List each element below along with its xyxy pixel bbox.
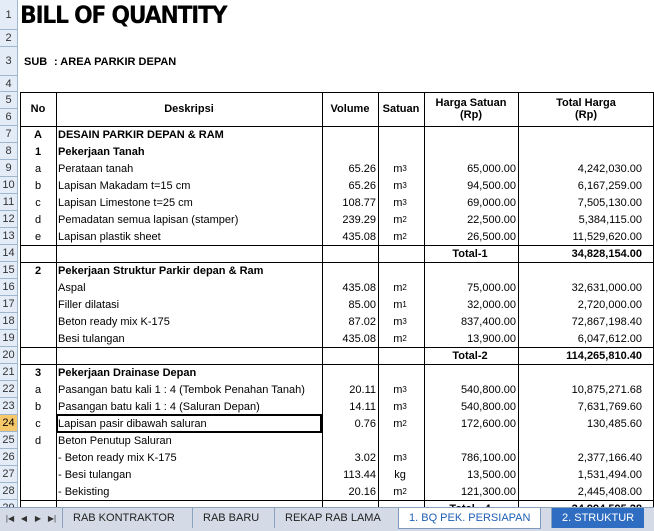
- row-header[interactable]: 21: [0, 364, 18, 381]
- table-row: [0, 245, 654, 262]
- table-row: [0, 76, 654, 92]
- item-code[interactable]: c: [35, 196, 41, 209]
- table-row: [0, 211, 654, 228]
- item-unit[interactable]: kg: [394, 468, 406, 481]
- item-total-price[interactable]: 2,445,408.00: [577, 485, 642, 498]
- item-unit[interactable]: m 3: [393, 400, 407, 413]
- item-description[interactable]: Beton ready mix K-175: [58, 315, 170, 328]
- table-row: [0, 194, 654, 211]
- item-unit[interactable]: m 1: [393, 298, 407, 311]
- item-description[interactable]: Lapisan plastik sheet: [58, 230, 161, 243]
- item-unit[interactable]: m 3: [393, 162, 407, 175]
- total-label[interactable]: Total-1: [452, 247, 488, 260]
- row-header[interactable]: 1: [0, 0, 18, 30]
- tab-rab-baru[interactable]: RAB BARU: [192, 508, 269, 528]
- item-description[interactable]: - Bekisting: [58, 485, 110, 498]
- row-header[interactable]: 11: [0, 194, 18, 211]
- item-volume[interactable]: 113.44: [343, 468, 376, 481]
- item-code[interactable]: [20, 313, 56, 330]
- item-code[interactable]: a: [34, 383, 42, 396]
- col-header-deskripsi: Deskripsi: [164, 103, 214, 115]
- row-header[interactable]: 24: [0, 415, 18, 432]
- grid-line: [20, 500, 654, 501]
- grid-line: [20, 364, 654, 365]
- row-header[interactable]: 19: [0, 330, 18, 347]
- item-code[interactable]: [20, 296, 56, 313]
- item-unit-price[interactable]: 786,100.00: [460, 451, 516, 464]
- item-volume[interactable]: 435.08: [342, 281, 376, 294]
- row-header[interactable]: 17: [0, 296, 18, 313]
- table-row: [0, 313, 654, 330]
- item-unit-price[interactable]: 172,600.00: [460, 417, 516, 430]
- item-volume[interactable]: 239.29: [342, 213, 376, 226]
- row-header[interactable]: 18: [0, 313, 18, 330]
- tab-struktur[interactable]: 2. STRUKTUR: [551, 508, 644, 528]
- item-code[interactable]: [20, 449, 56, 466]
- row-header[interactable]: 12: [0, 211, 18, 228]
- item-volume[interactable]: 14.11: [349, 400, 376, 413]
- table-row: [0, 449, 654, 466]
- row-header[interactable]: 13: [0, 228, 18, 245]
- table-row: [0, 432, 654, 449]
- grid-line: [518, 92, 519, 507]
- item-unit-price[interactable]: 837,400.00: [460, 315, 516, 328]
- grid-line: [20, 347, 654, 348]
- item-unit-price[interactable]: 540,800.00: [460, 383, 516, 396]
- table-row: [0, 466, 654, 483]
- item-total-price[interactable]: 10,875,271.68: [571, 383, 642, 396]
- item-unit-price[interactable]: 13,900.00: [467, 332, 516, 345]
- table-row: [0, 143, 654, 160]
- row-header[interactable]: 27: [0, 466, 18, 483]
- item-code[interactable]: [20, 245, 56, 262]
- table-row: [0, 296, 654, 313]
- table-row: [0, 47, 654, 76]
- item-description[interactable]: Lapisan Makadam t=15 cm: [58, 179, 191, 192]
- table-row: [0, 381, 654, 398]
- table-row: [0, 483, 654, 500]
- item-description[interactable]: [58, 347, 318, 364]
- grid-line: [20, 126, 654, 127]
- item-unit[interactable]: m 3: [393, 196, 407, 209]
- item-description[interactable]: Aspal: [58, 281, 86, 294]
- item-unit-price[interactable]: 121,300.00: [460, 485, 516, 498]
- item-description[interactable]: - Besi tulangan: [58, 468, 132, 481]
- item-unit-price[interactable]: 22,500.00: [467, 213, 516, 226]
- item-description[interactable]: Pekerjaan Drainase Depan: [58, 366, 197, 379]
- row-header[interactable]: 9: [0, 160, 18, 177]
- item-code[interactable]: b: [34, 400, 42, 413]
- grid-line: [20, 245, 654, 246]
- row-header[interactable]: 26: [0, 449, 18, 466]
- item-volume[interactable]: 65.26: [348, 162, 376, 175]
- item-volume[interactable]: 20.11: [349, 383, 376, 396]
- table-row: [0, 279, 654, 296]
- item-total-price[interactable]: 1,531,494.00: [577, 468, 642, 481]
- item-unit[interactable]: m 2: [393, 485, 407, 498]
- item-total-price[interactable]: 4,242,030.00: [577, 162, 642, 175]
- grid-line: [20, 92, 654, 93]
- item-description[interactable]: Beton Penutup Saluran: [58, 434, 172, 447]
- table-row: [0, 262, 654, 279]
- item-total-price[interactable]: 5,384,115.00: [578, 213, 642, 226]
- item-volume[interactable]: 108.77: [342, 196, 376, 209]
- grid-line: [56, 92, 57, 507]
- item-code[interactable]: [20, 466, 56, 483]
- item-description[interactable]: DESAIN PARKIR DEPAN & RAM: [58, 128, 224, 141]
- tab-bq-pek-persiapan[interactable]: 1. BQ PEK. PERSIAPAN: [398, 508, 541, 529]
- table-row: [0, 398, 654, 415]
- item-code[interactable]: [20, 330, 56, 347]
- item-volume[interactable]: 20.16: [348, 485, 376, 498]
- col-header-harga-satuan: Harga Satuan (Rp): [435, 97, 507, 121]
- item-volume[interactable]: 435.08: [342, 230, 376, 243]
- item-total-price[interactable]: 72,867,198.40: [571, 315, 642, 328]
- item-description[interactable]: Perataan tanah: [58, 162, 134, 175]
- row-header[interactable]: 2: [0, 30, 18, 47]
- sub-value[interactable]: : AREA PARKIR DEPAN: [54, 55, 177, 68]
- item-unit[interactable]: m 3: [393, 179, 407, 192]
- total-value[interactable]: 114,265,810.40: [566, 349, 642, 362]
- item-volume[interactable]: 3.02: [354, 451, 376, 464]
- grid-line: [20, 262, 654, 263]
- row-header[interactable]: 14: [0, 245, 18, 262]
- grid-line: [424, 92, 425, 507]
- row-header[interactable]: 4: [0, 76, 18, 92]
- item-description[interactable]: - Beton ready mix K-175: [58, 451, 177, 464]
- item-unit-price[interactable]: 65,000.00: [467, 162, 516, 175]
- row-header[interactable]: 10: [0, 177, 18, 194]
- item-total-price[interactable]: 130,485.60: [586, 417, 642, 430]
- row-header[interactable]: 23: [0, 398, 18, 415]
- total-label[interactable]: Total-2: [452, 349, 488, 362]
- grid-line: [20, 92, 21, 507]
- table-row: [0, 228, 654, 245]
- item-unit-price[interactable]: 540,800.00: [460, 400, 516, 413]
- row-header[interactable]: 5: [0, 92, 18, 109]
- item-unit-price[interactable]: 69,000.00: [467, 196, 516, 209]
- tab-rab-kontraktor[interactable]: RAB KONTRAKTOR: [62, 508, 185, 528]
- item-description[interactable]: Lapisan Limestone t=25 cm: [58, 196, 193, 209]
- item-total-price[interactable]: 32,631,000.00: [571, 281, 642, 294]
- item-volume[interactable]: 435.08: [342, 332, 376, 345]
- item-description[interactable]: Filler dilatasi: [58, 298, 120, 311]
- row-header[interactable]: 20: [0, 347, 18, 364]
- item-description[interactable]: Pasangan batu kali 1 : 4 (Tembok Penahan Tanah): [58, 383, 305, 396]
- page-title: BILL OF QUANTITY: [20, 1, 227, 29]
- item-volume[interactable]: 65.26: [348, 179, 376, 192]
- grid-line: [378, 92, 379, 507]
- item-code[interactable]: c: [35, 417, 41, 430]
- item-description[interactable]: Lapisan pasir dibawah saluran: [58, 417, 207, 430]
- item-code[interactable]: [20, 483, 56, 500]
- item-description[interactable]: Pemadatan semua lapisan (stamper): [58, 213, 239, 226]
- col-header-no: No: [30, 103, 46, 115]
- selected-cell[interactable]: [56, 414, 322, 433]
- item-code[interactable]: A: [34, 128, 42, 141]
- first-sheet-icon[interactable]: |◀: [5, 513, 15, 523]
- col-header-satuan: Satuan: [382, 103, 420, 115]
- sheet-tab-bar: [0, 507, 654, 531]
- table-row: [0, 0, 654, 30]
- item-total-price[interactable]: 2,377,166.40: [577, 451, 642, 464]
- item-unit[interactable]: m 3: [393, 315, 407, 328]
- grid-line: [322, 92, 323, 507]
- table-row: [0, 160, 654, 177]
- last-sheet-icon[interactable]: ▶|: [47, 513, 57, 523]
- row-header[interactable]: 25: [0, 432, 18, 449]
- sub-label[interactable]: SUB: [24, 55, 48, 68]
- item-unit-price[interactable]: 26,500.00: [467, 230, 516, 243]
- item-unit[interactable]: m 2: [393, 213, 407, 226]
- item-code[interactable]: d: [34, 213, 42, 226]
- item-total-price[interactable]: 11,529,620.00: [572, 230, 642, 243]
- table-row: [0, 177, 654, 194]
- row-header[interactable]: 7: [0, 126, 18, 143]
- table-row: [0, 330, 654, 347]
- row-header[interactable]: 8: [0, 143, 18, 160]
- item-code[interactable]: 1: [34, 145, 42, 158]
- item-unit[interactable]: m 2: [393, 332, 407, 345]
- item-total-price[interactable]: 2,720,000.00: [577, 298, 642, 311]
- table-row: [0, 364, 654, 381]
- table-row: [0, 126, 654, 143]
- row-header[interactable]: 16: [0, 279, 18, 296]
- item-total-price[interactable]: 6,167,259.00: [577, 179, 642, 192]
- col-header-total-harga: Total Harga (Rp): [556, 97, 616, 121]
- row-header[interactable]: 22: [0, 381, 18, 398]
- table-row: [0, 30, 654, 47]
- row-header[interactable]: 3: [0, 47, 18, 76]
- item-code[interactable]: b: [34, 179, 42, 192]
- item-volume[interactable]: 85.00: [348, 298, 376, 311]
- item-unit-price[interactable]: 32,000.00: [467, 298, 516, 311]
- item-volume[interactable]: 87.02: [348, 315, 376, 328]
- item-code[interactable]: a: [34, 162, 42, 175]
- item-unit[interactable]: m 2: [393, 417, 407, 430]
- tab-rekap-rab-lama[interactable]: REKAP RAB LAMA: [274, 508, 391, 528]
- item-code[interactable]: [20, 279, 56, 296]
- item-total-price[interactable]: 6,047,612.00: [577, 332, 642, 345]
- item-description[interactable]: Besi tulangan: [58, 332, 125, 345]
- item-code[interactable]: d: [34, 434, 42, 447]
- item-code[interactable]: 3: [34, 366, 42, 379]
- item-unit[interactable]: m 2: [393, 230, 407, 243]
- item-unit-price[interactable]: 94,500.00: [467, 179, 516, 192]
- item-unit[interactable]: m 3: [393, 383, 407, 396]
- item-volume[interactable]: 0.76: [354, 417, 376, 430]
- prev-sheet-icon[interactable]: ◀: [20, 513, 28, 523]
- row-header[interactable]: 6: [0, 109, 18, 126]
- item-code[interactable]: 2: [34, 264, 42, 277]
- item-total-price[interactable]: 7,505,130.00: [577, 196, 642, 209]
- item-unit-price[interactable]: 75,000.00: [467, 281, 516, 294]
- next-sheet-icon[interactable]: ▶: [34, 513, 42, 523]
- item-unit-price[interactable]: 13,500.00: [467, 468, 516, 481]
- row-header[interactable]: 15: [0, 262, 18, 279]
- col-header-volume: Volume: [330, 103, 370, 115]
- item-unit[interactable]: m 3: [393, 451, 407, 464]
- table-row: [0, 347, 654, 364]
- row-header[interactable]: 28: [0, 483, 18, 500]
- item-unit[interactable]: m 2: [393, 281, 407, 294]
- total-value[interactable]: 34,828,154.00: [571, 247, 642, 260]
- item-code[interactable]: e: [34, 230, 42, 243]
- item-description[interactable]: [58, 245, 318, 262]
- item-code[interactable]: [20, 347, 56, 364]
- item-description[interactable]: Pekerjaan Tanah: [58, 145, 145, 158]
- item-description[interactable]: Pasangan batu kali 1 : 4 (Saluran Depan): [58, 400, 260, 413]
- item-description[interactable]: Pekerjaan Struktur Parkir depan & Ram: [58, 264, 264, 277]
- item-total-price[interactable]: 7,631,769.60: [577, 400, 642, 413]
